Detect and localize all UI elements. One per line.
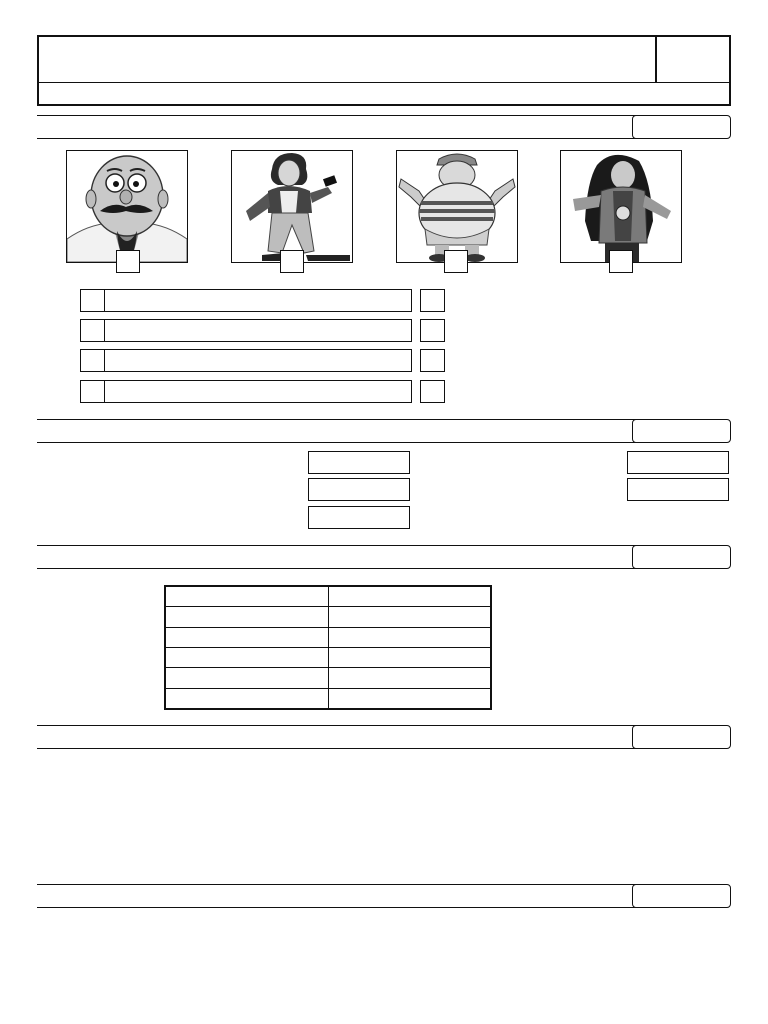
bald-man-with-mustache-icon xyxy=(67,151,187,262)
answer-field-left-2[interactable] xyxy=(308,478,410,501)
table-row xyxy=(165,647,491,667)
match-row-2-sentence xyxy=(104,319,412,342)
match-row-2-number xyxy=(80,319,105,342)
section-2-title-bar xyxy=(37,419,637,443)
table-cell[interactable] xyxy=(328,647,491,667)
picture-3-answer-box[interactable] xyxy=(444,250,468,273)
table-cell[interactable] xyxy=(165,647,328,667)
picture-woman xyxy=(231,150,353,263)
table-row xyxy=(165,668,491,688)
table-cell[interactable] xyxy=(165,668,328,688)
match-row-4-sentence xyxy=(104,380,412,403)
picture-2-answer-box[interactable] xyxy=(280,250,304,273)
section-3-score-tab[interactable] xyxy=(632,545,731,569)
picture-1-answer-box[interactable] xyxy=(116,250,140,273)
section-2-score-tab[interactable] xyxy=(632,419,731,443)
table-row xyxy=(165,607,491,627)
match-row-3-sentence xyxy=(104,349,412,372)
section-5-title-bar xyxy=(37,884,637,908)
match-row-2-answer-box[interactable] xyxy=(420,319,445,342)
woman-with-phone-icon xyxy=(232,151,352,262)
chubby-boy-with-cap-icon xyxy=(397,151,517,262)
picture-boy xyxy=(396,150,518,263)
table-cell[interactable] xyxy=(328,688,491,709)
answer-field-right-2[interactable] xyxy=(627,478,729,501)
match-row-4-number xyxy=(80,380,105,403)
picture-girl xyxy=(560,150,682,263)
match-row-3-answer-box[interactable] xyxy=(420,349,445,372)
header-score-cell[interactable] xyxy=(655,35,731,83)
section-5-score-tab[interactable] xyxy=(632,884,731,908)
section-1-score-tab[interactable] xyxy=(632,115,731,139)
answer-field-left-3[interactable] xyxy=(308,506,410,529)
match-row-1-sentence xyxy=(104,289,412,312)
picture-4-answer-box[interactable] xyxy=(609,250,633,273)
table-cell[interactable] xyxy=(328,668,491,688)
match-row-3-number xyxy=(80,349,105,372)
table-row xyxy=(165,627,491,647)
table-header-cell xyxy=(165,586,328,607)
table-row xyxy=(165,688,491,709)
match-row-1-number xyxy=(80,289,105,312)
section-1-title-bar xyxy=(37,115,637,139)
answer-field-right-1[interactable] xyxy=(627,451,729,474)
picture-bald-man xyxy=(66,150,188,263)
table-cell[interactable] xyxy=(328,627,491,647)
girl-with-long-hair-icon xyxy=(561,151,681,262)
table-cell[interactable] xyxy=(165,688,328,709)
match-row-4-answer-box[interactable] xyxy=(420,380,445,403)
answer-table xyxy=(164,585,492,710)
section-3-title-bar xyxy=(37,545,637,569)
header-title xyxy=(37,35,657,83)
match-row-1-answer-box[interactable] xyxy=(420,289,445,312)
table-header-row xyxy=(165,586,491,607)
section-4-title-bar xyxy=(37,725,637,749)
table-cell[interactable] xyxy=(165,627,328,647)
header-subtitle xyxy=(37,82,731,106)
table-cell[interactable] xyxy=(165,607,328,627)
table-header-cell xyxy=(328,586,491,607)
answer-field-left-1[interactable] xyxy=(308,451,410,474)
section-4-score-tab[interactable] xyxy=(632,725,731,749)
table-cell[interactable] xyxy=(328,607,491,627)
